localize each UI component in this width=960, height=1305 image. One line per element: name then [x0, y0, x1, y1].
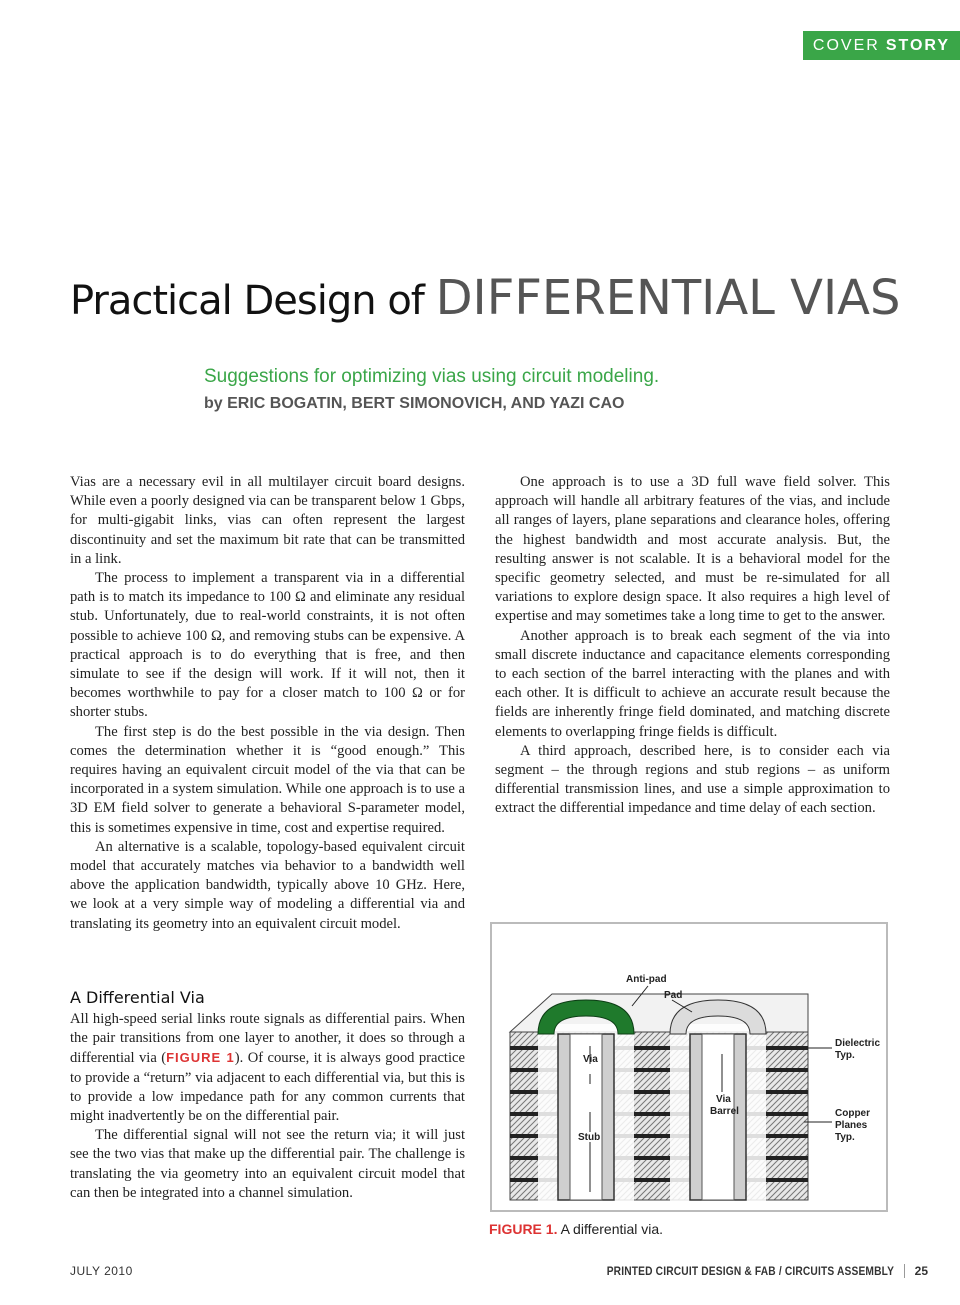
- label-stub: Stub: [578, 1132, 601, 1143]
- paragraph: A third approach, described here, is to consider each via segment – the through regions and stub regions – as uniform differential transmission lines, and use a simple approximation to extract the differential impedance and time delay of each section.: [495, 742, 890, 817]
- paragraph: The process to implement a transparent via in a differential path is to match its impedance to 100 Ω and eliminate any residual stub. Unfortunately, due to real-world constraints, it is not often possible to achieve 100 Ω, and removing stubs can be expensive. A practical approach is to do everything that is free, and then simulate to see if the design will work. If it will not, then it becomes worthwhile to pay for a closer match to 100 Ω or for shorter stubs.: [70, 570, 465, 721]
- page-number: 25: [914, 1264, 928, 1278]
- label-via: Via: [583, 1054, 598, 1065]
- title-lead: Practical Design of: [70, 278, 436, 324]
- label-copper-1: Copper: [835, 1108, 870, 1119]
- label-antipad: Anti-pad: [626, 974, 667, 985]
- paragraph: One approach is to use a 3D full wave field solver. This approach will handle all arbitrary features of the vias, and include all ranges of layers, plane separations and clearance holes, offering the highest bandwidth and most accurate analysis. But, the resulting answer is not scalable. It is a behavioral model for the specific geometry selected, and must be re-simulated for all variations to explore design space. It also requires a high level of expertise and may sometimes take a long time to get to the answer.: [495, 474, 890, 625]
- via-diagram: [492, 924, 886, 1210]
- label-copper-2: Planes: [835, 1120, 868, 1131]
- column-left-bottom: [70, 1010, 465, 1203]
- paragraph: An alternative is a scalable, topology-based equivalent circuit model that accurately matches via behavior to a bandwidth well above the application bandwidth, typically above 10 GHz. Here, we look at a very simple way of modeling a differential via and translating its geometry into an equivalent circuit model.: [70, 838, 465, 932]
- badge-story: STORY: [885, 36, 951, 54]
- figure-reference-link[interactable]: FIGURE 1: [166, 1050, 235, 1066]
- caption-text: A differential via.: [557, 1221, 664, 1237]
- label-pad: Pad: [664, 990, 683, 1001]
- section-badge: [803, 31, 960, 60]
- figure-differential-via: [490, 922, 888, 1212]
- figure-caption: [489, 1221, 663, 1237]
- via-hole-right: [702, 1034, 734, 1200]
- label-copper-3: Typ.: [835, 1132, 855, 1143]
- paragraph-text: ). Of course, it is always good practice to provide a “return” via adjacent to each differential via, but this is to provide a low impedance path for any common currents that might inadvertently be on the differential pair.: [70, 1050, 465, 1125]
- footer-divider: [904, 1264, 905, 1278]
- paragraph: The first step is do the best possible in the via design. Then comes the determination whether it is “good enough.” This requires having an equivalent circuit model of the via that can be incorporated in a system simulation. While one approach is to use a 3D EM field solver to generate a behavioral S-parameter model, this is sometimes expensive in time, cost and expertise required.: [70, 723, 465, 836]
- publication-name: PRINTED CIRCUIT DESIGN & FAB / CIRCUITS ASSEMBLY: [606, 1264, 894, 1278]
- paragraph: The differential signal will not see the return via; it will just see the two vias that make up the differential pair. The challenge is translating the via geometry into an equivalent circuit model that can then be integrated into a channel simulation.: [70, 1127, 465, 1201]
- paragraph-text: All high-speed serial links route signals as differential pairs. When the pair transitions from one layer to another, it does so through a differential via (: [70, 1011, 465, 1067]
- label-via-barrel-2: Barrel: [710, 1106, 739, 1117]
- column-left-top: [70, 473, 465, 934]
- paragraph: Another approach is to break each segment of the via into small discrete inductance and capacitance elements corresponding to each section of the barrel interacting with the planes and with each other. It is difficult to achieve an accurate result because the fields are inherently fringe field dominated, and matching discrete elements to overlapping fringe fields is difficult.: [495, 627, 890, 740]
- article-title: [70, 270, 930, 326]
- column-right: [495, 473, 890, 819]
- footer-publication: [556, 1264, 928, 1278]
- section-heading: A Differential Via: [70, 988, 205, 1007]
- caption-label: FIGURE 1.: [489, 1221, 558, 1237]
- paragraph: [70, 1010, 465, 1126]
- paragraph: Vias are a necessary evil in all multilayer circuit board designs. While even a poorly designed via can be transparent below 1 Gbps, for multi-gigabit links, vias can often represent the largest discontinuity and set the maximum bit rate that can be transmitted in a link.: [70, 474, 465, 567]
- badge-cover: COVER: [812, 36, 880, 54]
- title-emphasis: DIFFERENTIAL VIAS: [435, 270, 901, 326]
- label-dielectric-1: Dielectric: [835, 1038, 881, 1049]
- label-via-barrel-1: Via: [716, 1094, 731, 1105]
- article-subtitle: Suggestions for optimizing vias using circuit modeling.: [204, 366, 660, 387]
- article-byline: by ERIC BOGATIN, BERT SIMONOVICH, AND YAZI CAO: [204, 395, 625, 412]
- footer-date: JULY 2010: [70, 1264, 133, 1278]
- label-dielectric-2: Typ.: [835, 1050, 855, 1061]
